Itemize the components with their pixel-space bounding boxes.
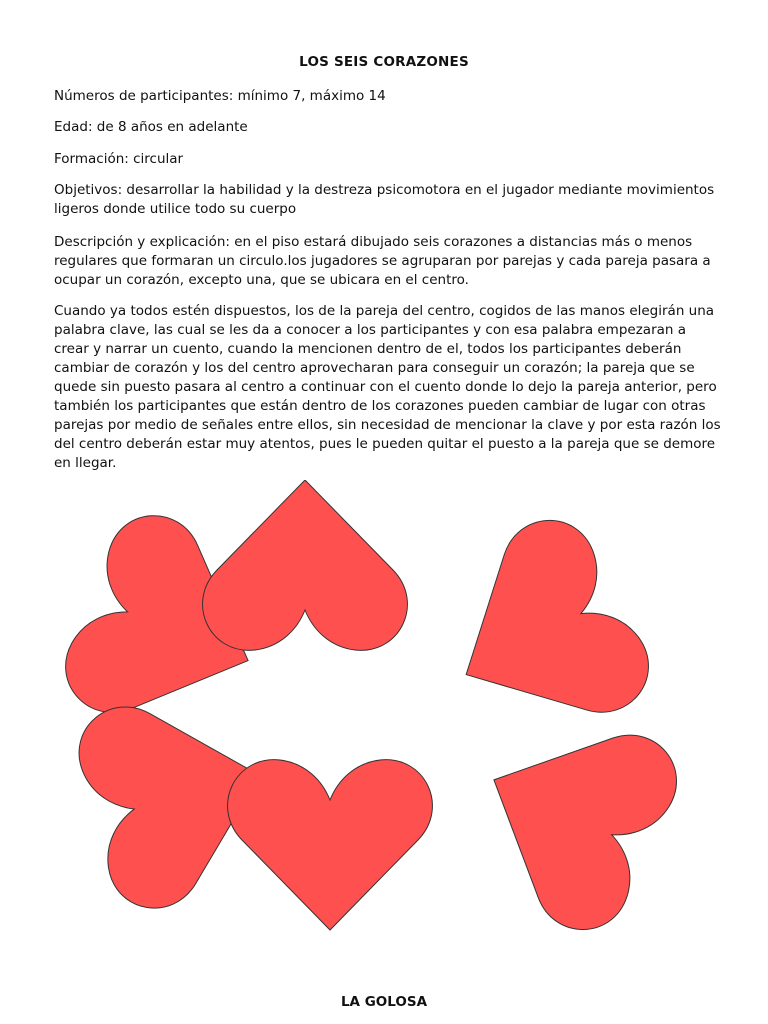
participants-paragraph: Números de participantes: mínimo 7, máximo 14 <box>54 88 386 104</box>
age-paragraph: Edad: de 8 años en adelante <box>54 119 248 135</box>
next-section-heading: LA GOLOSA <box>340 994 428 1010</box>
heart-bottom-right-icon <box>451 687 692 945</box>
formation-paragraph: Formación: circular <box>54 151 184 167</box>
document-title: LOS SEIS CORAZONES <box>299 54 469 70</box>
objectives-paragraph: Objetivos: desarrollar la habilidad y la destreza psicomotora en el jugador mediante movimientos ligeros donde utilice todo su cuerpo <box>54 182 715 217</box>
six-hearts-illustration <box>0 480 768 950</box>
rules-paragraph: Cuando ya todos estén dispuestos, los de la pareja del centro, cogidos de las manos elegirán una palabra clave, las cual se les da a conocer a los participantes y con esa palabra empezaran a crear y narrar un cuento, cuando la mencionen dentro de el, todos los participantes deberán cambiar de corazón y los del centro aprovecharan para conseguir un corazón; la pareja que se quede sin puesto pasara al centro a continuar con el cuento donde lo dejo la pareja anterior, pero también los participantes que están dentro de los corazones pueden cambiar de lugar con otras parejas por medio de señales entre ellos, sin necesidad de mencionar la clave y por esta razón los del centro deberán estar muy atentos, pues le pueden quitar el puesto a la pareja que se demore en llegar. <box>54 303 721 471</box>
heart-top-right-icon <box>418 504 665 765</box>
heart-top-center-icon <box>203 480 408 650</box>
heart-bottom-center-icon <box>228 760 433 930</box>
description-paragraph: Descripción y explicación: en el piso estará dibujado seis corazones a distancias más o menos regulares que formaran un circulo.los jugadores se agruparan por parejas y cada pareja pasara a ocupar un corazón, excepto una, que se ubicara en el centro. <box>54 234 711 288</box>
